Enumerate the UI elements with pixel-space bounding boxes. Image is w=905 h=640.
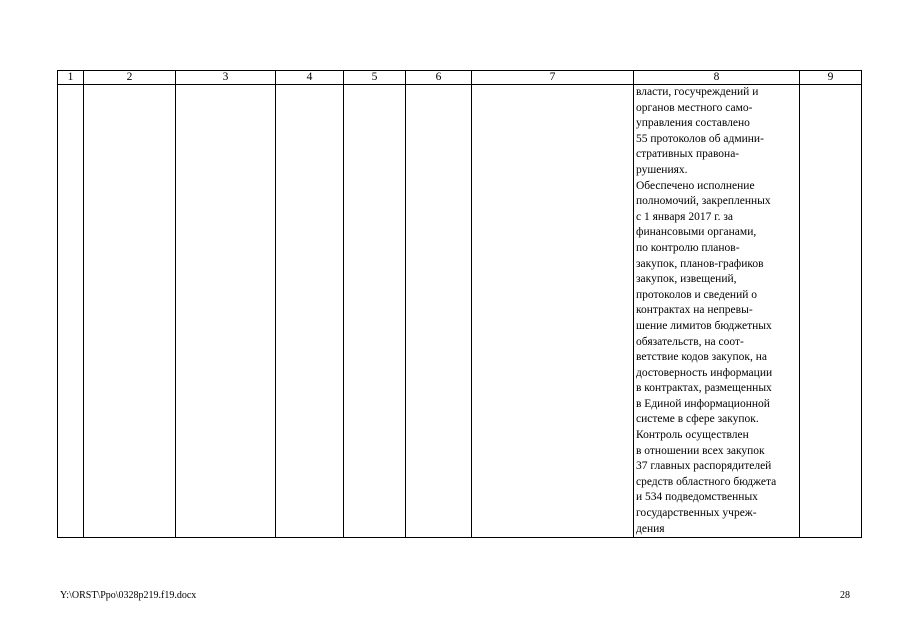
col8-line: ветствие кодов закупок, на — [636, 351, 767, 364]
cell-col7 — [472, 85, 634, 538]
col8-line: Обеспечено исполнение — [636, 179, 755, 192]
page-number: 28 — [840, 590, 850, 601]
col8-line: полномочий, закрепленных — [636, 195, 771, 208]
cell-col8 — [634, 85, 800, 538]
col-header-8: 8 — [634, 71, 800, 85]
header-row — [58, 71, 862, 85]
col8-line: финансовыми органами, — [636, 226, 757, 239]
col8-line: достоверность информации — [636, 366, 773, 379]
col-header-2: 2 — [84, 71, 176, 85]
col8-line: в Единой информационной — [636, 397, 770, 410]
cell-col9 — [800, 85, 862, 538]
col8-line: закупок, извещений, — [636, 273, 737, 286]
cell-col6 — [406, 85, 472, 538]
col8-line: стративных правона- — [636, 148, 740, 161]
footer-file-path: Y:\ORST\Ppo\0328p219.f19.docx — [60, 590, 197, 601]
col-header-3: 3 — [176, 71, 276, 85]
col-header-5: 5 — [344, 71, 406, 85]
col8-line: государственных учреж- — [636, 507, 757, 520]
col8-line: обязательств, на соот- — [636, 335, 744, 348]
col8-line: средств областного бюджета — [636, 475, 777, 488]
col8-line: власти, госучреждений и — [636, 86, 759, 98]
col-header-9: 9 — [800, 71, 862, 85]
cell-col2 — [84, 85, 176, 538]
col-header-1: 1 — [58, 71, 84, 85]
cell-col1 — [58, 85, 84, 538]
col8-line: с 1 января 2017 г. за — [636, 210, 734, 223]
cell-col5 — [344, 85, 406, 538]
col8-line: 37 главных распорядителей — [636, 460, 772, 473]
data-table — [57, 70, 862, 538]
col8-line: по контролю планов- — [636, 241, 740, 254]
col8-line: дения — [636, 522, 665, 535]
col8-line: шение лимитов бюджетных — [636, 319, 772, 332]
col-header-4: 4 — [276, 71, 344, 85]
col8-line: контрактах на непревы- — [636, 304, 753, 317]
col8-line: и 534 подведомственных — [636, 491, 758, 504]
col8-line: протоколов и сведений о — [636, 288, 758, 301]
col8-line: Контроль осуществлен — [636, 429, 749, 442]
col8-line: органов местного само- — [636, 101, 753, 114]
col8-line: рушениях. — [636, 163, 688, 176]
col8-line: 55 протоколов об админи- — [636, 132, 764, 145]
col-header-7: 7 — [472, 71, 634, 85]
col8-line: управления составлено — [636, 117, 750, 130]
col8-line: в отношении всех закупок — [636, 444, 765, 457]
col8-line: системе в сфере закупок. — [636, 413, 759, 426]
col8-line: закупок, планов-графиков — [636, 257, 764, 270]
col-header-6: 6 — [406, 71, 472, 85]
cell-col4 — [276, 85, 344, 538]
cell-col3 — [176, 85, 276, 538]
col8-line: в контрактах, размещенных — [636, 382, 772, 395]
table-row — [58, 85, 862, 538]
